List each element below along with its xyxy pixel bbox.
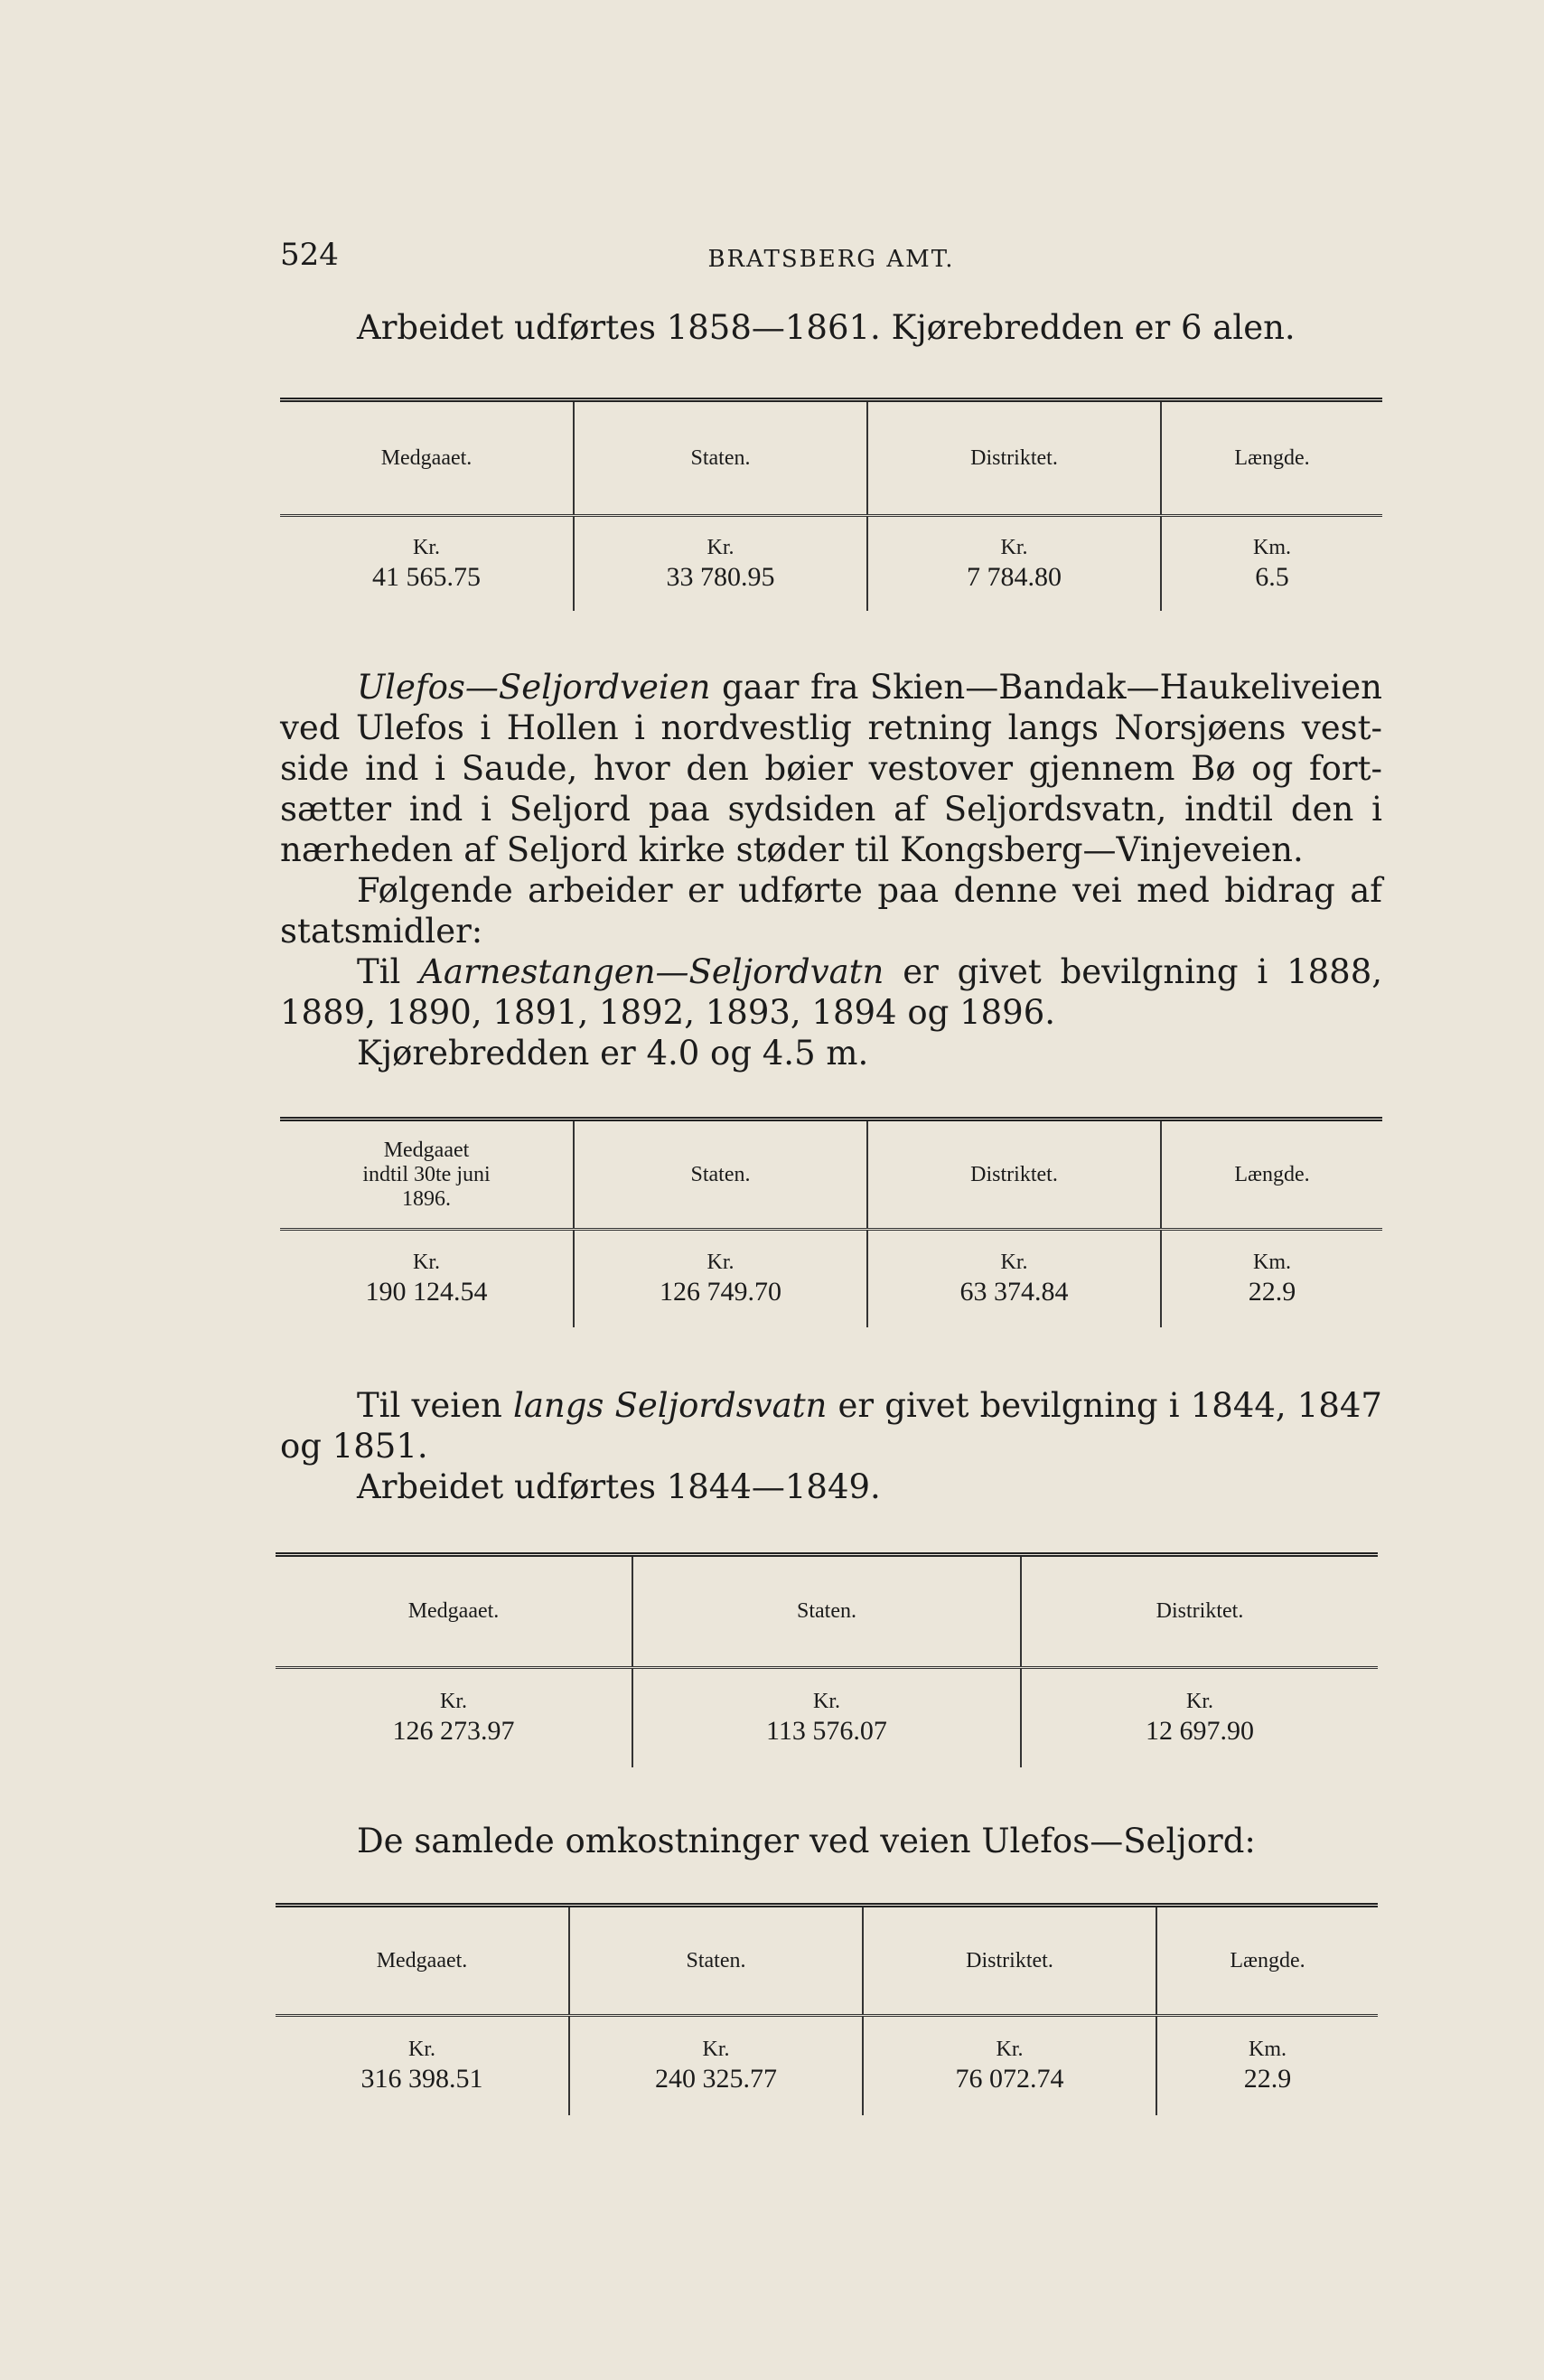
unit-label: Kr. bbox=[706, 1251, 735, 1275]
table-1-cell-medgaaet bbox=[280, 516, 574, 611]
table-2-cell-medgaaet bbox=[280, 1230, 574, 1327]
table-4-cell-medgaaet bbox=[276, 2016, 569, 2115]
unit-label: Kr. bbox=[813, 1690, 840, 1714]
unit-label: Kr. bbox=[1000, 1251, 1028, 1275]
table-1-cell-staten bbox=[574, 516, 867, 611]
table-1-header-medgaaet: Medgaaet. bbox=[280, 400, 574, 516]
value: 316 398.51 bbox=[360, 2064, 483, 2094]
unit-label: Kr. bbox=[702, 2038, 730, 2062]
value: 6.5 bbox=[1255, 561, 1289, 592]
value: 12 697.90 bbox=[1146, 1716, 1254, 1747]
table-3-cell-staten bbox=[632, 1668, 1021, 1767]
intro-line: Arbeidet udførtes 1858—1861. Kjørebredden er 6 alen. bbox=[357, 308, 1296, 347]
table-2-cell-staten bbox=[574, 1230, 867, 1327]
page-number: 524 bbox=[280, 237, 339, 273]
value: 41 565.75 bbox=[372, 561, 481, 592]
unit-label: Km. bbox=[1253, 1251, 1291, 1275]
table-4-header-staten: Staten. bbox=[569, 1906, 863, 2016]
value: 190 124.54 bbox=[365, 1277, 488, 1307]
text-span: gaar fra Skien—Bandak—Haukeliveien bbox=[710, 668, 1382, 707]
paragraph-4-line-3: Arbeidet udførtes 1844—1849. bbox=[357, 1467, 881, 1506]
unit-label: Kr. bbox=[996, 2038, 1024, 2062]
value: 126 749.70 bbox=[660, 1277, 781, 1307]
table-4-header-distriktet: Distriktet. bbox=[863, 1906, 1156, 2016]
table-3-header-distriktet: Distriktet. bbox=[1021, 1555, 1378, 1668]
table-1-cell-laengde bbox=[1161, 516, 1382, 611]
paragraph-1-line-1 bbox=[280, 667, 1382, 707]
table-4-cell-laengde bbox=[1156, 2016, 1378, 2115]
table-3-cell-distriktet bbox=[1021, 1668, 1378, 1767]
paragraph-2-line-1: Følgende arbeider er udførte paa denne vei med bidrag af bbox=[357, 871, 1382, 910]
unit-label: Km. bbox=[1249, 2038, 1287, 2062]
value: 240 325.77 bbox=[655, 2064, 777, 2094]
table-4 bbox=[276, 1903, 1378, 2115]
table-2-header-laengde: Længde. bbox=[1161, 1120, 1382, 1230]
page-header bbox=[280, 237, 1382, 282]
value: 113 576.07 bbox=[766, 1716, 887, 1747]
value: 33 780.95 bbox=[666, 561, 775, 592]
paragraph-4-line-2: og 1851. bbox=[280, 1427, 428, 1466]
paragraph-2-line-2: statsmidler: bbox=[280, 912, 483, 951]
value: 7 784.80 bbox=[967, 561, 1062, 592]
table-3-cell-medgaaet bbox=[276, 1668, 632, 1767]
table-3 bbox=[276, 1552, 1378, 1767]
paragraph-3-line-2: 1889, 1890, 1891, 1892, 1893, 1894 og 1896. bbox=[280, 993, 1055, 1032]
road-section-title: Aarnestangen—Seljordvatn bbox=[419, 952, 884, 991]
road-title: Ulefos—Seljordveien bbox=[357, 668, 711, 707]
paragraph-1-line-3: side ind i Saude, hvor den bøier vestover gjennem Bø og fort- bbox=[280, 749, 1382, 788]
unit-label: Kr. bbox=[413, 1251, 440, 1275]
unit-label: Km. bbox=[1253, 535, 1291, 559]
road-section-title: langs Seljordsvatn bbox=[513, 1386, 828, 1425]
table-1-cell-distriktet bbox=[867, 516, 1161, 611]
table-1-header-laengde: Længde. bbox=[1161, 400, 1382, 516]
running-title: BRATSBERG AMT. bbox=[707, 246, 955, 273]
unit-label: Kr. bbox=[1186, 1690, 1213, 1714]
unit-label: Kr. bbox=[413, 535, 440, 559]
summary-line: De samlede omkostninger ved veien Ulefos—Seljord: bbox=[357, 1822, 1256, 1860]
text-span: er givet bevilgning i 1844, 1847 bbox=[827, 1386, 1382, 1425]
table-4-cell-staten bbox=[569, 2016, 863, 2115]
value: 63 374.84 bbox=[959, 1277, 1069, 1307]
table-1-header-staten: Staten. bbox=[574, 400, 867, 516]
table-1 bbox=[280, 398, 1382, 611]
table-2 bbox=[280, 1117, 1382, 1327]
table-3-header-medgaaet: Medgaaet. bbox=[276, 1555, 632, 1668]
table-4-cell-distriktet bbox=[863, 2016, 1156, 2115]
value: 22.9 bbox=[1243, 2064, 1292, 2094]
table-4-header-laengde: Længde. bbox=[1156, 1906, 1378, 2016]
paragraph-4-line-1 bbox=[280, 1385, 1382, 1426]
value: 126 273.97 bbox=[392, 1716, 515, 1747]
unit-label: Kr. bbox=[408, 2038, 435, 2062]
unit-label: Kr. bbox=[440, 1690, 467, 1714]
paragraph-3-line-1 bbox=[280, 951, 1382, 992]
table-2-header-medgaaet: Medgaaet indtil 30te juni 1896. bbox=[280, 1120, 574, 1230]
paragraph-1-line-5: nærheden af Seljord kirke støder til Kongsberg—Vinjeveien. bbox=[280, 830, 1304, 869]
table-2-header-staten: Staten. bbox=[574, 1120, 867, 1230]
text-span: er givet bevilgning i 1888, bbox=[884, 952, 1382, 991]
table-2-header-distriktet: Distriktet. bbox=[867, 1120, 1161, 1230]
unit-label: Kr. bbox=[706, 535, 735, 559]
text-span: Til veien bbox=[357, 1386, 513, 1425]
table-3-header-staten: Staten. bbox=[632, 1555, 1021, 1668]
table-2-cell-distriktet bbox=[867, 1230, 1161, 1327]
table-2-cell-laengde bbox=[1161, 1230, 1382, 1327]
table-1-header-distriktet: Distriktet. bbox=[867, 400, 1161, 516]
paragraph-1-line-4: sætter ind i Seljord paa sydsiden af Seljordsvatn, indtil den i bbox=[280, 790, 1382, 829]
value: 76 072.74 bbox=[955, 2064, 1064, 2094]
table-4-header-medgaaet: Medgaaet. bbox=[276, 1906, 569, 2016]
text-span: Til bbox=[357, 952, 420, 991]
paragraph-3-line-3: Kjørebredden er 4.0 og 4.5 m. bbox=[357, 1034, 869, 1073]
value: 22.9 bbox=[1248, 1277, 1296, 1307]
unit-label: Kr. bbox=[1000, 535, 1028, 559]
paragraph-1-line-2: ved Ulefos i Hollen i nordvestlig retning langs Norsjøens vest- bbox=[280, 708, 1382, 747]
